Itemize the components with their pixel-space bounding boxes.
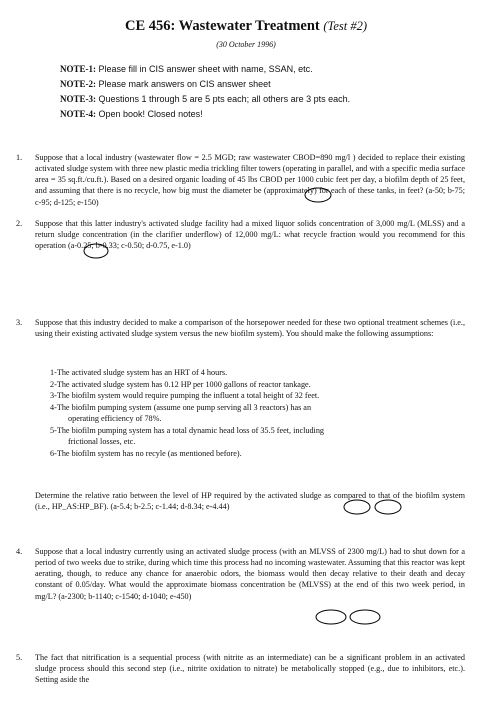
answer-circle-q4b	[350, 610, 380, 624]
note-label: NOTE-3:	[60, 94, 96, 104]
question-3-number: 3.	[16, 318, 23, 327]
assumption-text: 6-The biofilm system has no recyle (as mentioned before).	[50, 448, 242, 458]
question-2-text: Suppose that this latter industry's activated sludge facility had a mixed liquor solids concentration of 3,000 mg/L (MLSS) and a return sludge concentration (in the clarifier underflow) of 12,000 mg/L: what recycle fraction would you recommend for this operation (a-0.25; b-0.33; c-0.50; d-0.75, e-1.0)	[35, 219, 465, 251]
note-label: NOTE-1:	[60, 64, 96, 74]
question-1-text: Suppose that a local industry (wastewater flow = 2.5 MGD; raw wastewater CBOD=890 mg/l ) decided to replace their existing activated sludge system with three new plastic media trickling filter towers (operating in parallel, and with a specific media surface area = 35 sq.ft./cu.ft.). Based on a desired organic loading of 45 lbs CBOD per 1000 cubic feet per day, a biofilm depth of 25 feet, and assuming that there is no recycle, how big must the diameter be (approximately) for each of these tanks, in feet? (a-50; b-75; c-95; d-125; e-150)	[35, 153, 465, 207]
question-2-number: 2.	[16, 219, 23, 228]
note-text: Questions 1 through 5 are 5 pts each; all others are 3 pts each.	[98, 94, 351, 104]
assumption-text: 1-The activated sludge system has an HRT of 4 hours.	[50, 368, 228, 377]
title-suffix: (Test #2)	[323, 19, 368, 33]
assumption-text: 2-The activated sludge system has 0.12 HP per 1000 gallons of reactor tankage.	[50, 379, 311, 389]
note-text: Please mark answers on CIS answer sheet	[98, 79, 271, 89]
title-main: CE 456: Wastewater Treatment	[124, 18, 320, 34]
assumption-text: 4-The biofilm pumping system (assume one pump serving all 3 reactors) has an	[50, 402, 312, 412]
question-5-text: The fact that nitrification is a sequential process (with nitrite as an intermediate) can be a significant problem in an activated sludge process should this second step (i.e., nitrite oxidation to nitrate) be metabolically stopped (e.g., due to inhibitors, etc.). Setting aside the	[35, 653, 465, 685]
assumption-text: 5-The biofilm pumping system has a total dynamic head loss of 35.5 feet, including	[50, 425, 325, 435]
answer-circle-q2	[84, 244, 108, 258]
question-4-number: 4.	[16, 547, 23, 556]
assumption-continuation: operating efficiency of 78%.	[68, 414, 162, 423]
assumption-continuation: frictional losses, etc.	[68, 437, 136, 446]
answer-circle-q3a	[344, 500, 370, 514]
answer-circle-q3b	[375, 500, 401, 514]
note-text: Open book! Closed notes!	[98, 109, 203, 119]
answer-circle-q4a	[316, 610, 346, 624]
note-label: NOTE-4:	[60, 109, 96, 119]
question-3-tail: Determine the relative ratio between the level of HP required by the activated sludge as compared to that of the biofilm system (i.e., HP_AS:HP_BF). (a-5.4; b-2.5; c-1.44; d-8.34; e-4.44)	[35, 491, 465, 512]
question-4-text: Suppose that a local industry currently using an activated sludge process (with an MLVSS of 2300 mg/L) had to shut down for a period of two weeks due to strike, during which time this process had no incoming wastewater. Assuming that this reactor was kept aerating, though, to reduce any chance for anaerobic odors, the biomass would then decay relative to their death and decay constant of 0.05/day. What would the approximate biomass concentration be (MLVSS) at the end of this two week period, in mg/L? (a-2300; b-1140; c-1540; d-1040; e-450)	[35, 547, 465, 601]
question-3-text: Suppose that this industry decided to make a comparison of the horsepower needed for these two optional treatment schemes (i.e., using their existing activated sludge system versus the new biofilm system). You should make the following assumptions:	[35, 318, 465, 339]
assumption-text: 3-The biofilm system would require pumping the influent a total height of 32 feet.	[50, 391, 320, 400]
question-1-number: 1.	[16, 153, 23, 162]
test-date: (30 October 1996)	[216, 40, 276, 49]
question-5-number: 5.	[16, 653, 23, 662]
answer-circle-q1	[305, 188, 331, 202]
note-label: NOTE-2:	[60, 79, 96, 89]
note-text: Please fill in CIS answer sheet with name, SSAN, etc.	[98, 64, 313, 74]
